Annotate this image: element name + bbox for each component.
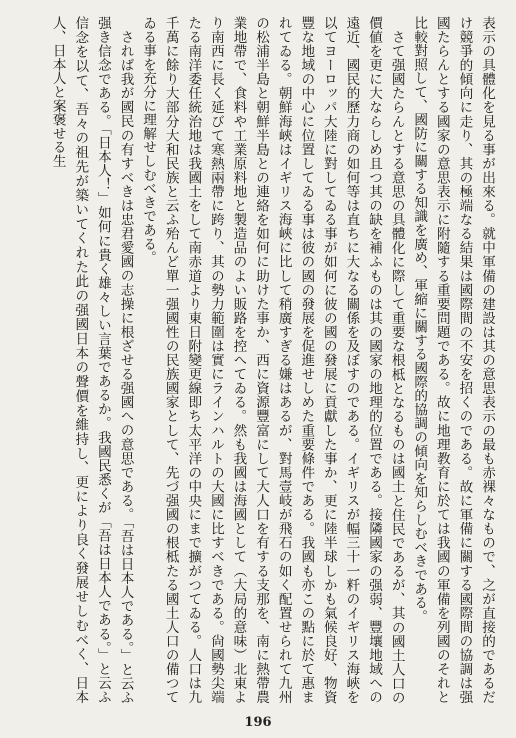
page-number: 196 (244, 715, 272, 730)
paragraph-3: されば我が國民の有すべきは忠君愛國の志操に根ざせる强國への意思である。「吾は日本人である。」と云ふ强き信念である。「日本人！」如何に貴く雄々しい言葉であるか。我國民悉くが「吾は日本人である。」と云ふ信念を以て、吾々の祖先が築いてくれた此の强國日本の聲價を維持し、更により良く發展せしむべく、日本人、日本人と案褒せる生 (49, 16, 134, 704)
vertical-text-body (18, 16, 498, 704)
paragraph-2: さて强國たらんとする意思の具體化に際して重要な根柢となるものは國土と住民であるが、其の國土人口の價値を更に大ならしめ且つ其の缺を補ふものは其の國家の地理的位置である。接隣國家の强弱、豐壤地域への遠近、國民的歷力商の如何等は直ちに大なる關係を及ぼすのである。イギリスが幅三十一粁のイギリス海峽を以てヨーロッパ大陸に對してゐる事が如何に彼の國の發展に貢獻した事か、更に陸半球しかも氣候良好、物資豐な地域の中心に位置してゐる事は彼の國の發展を促進せしめた重要條件である。我國も亦この點に於て惠まれてゐる。朝鮮海峽はイギリス海峽に比して稍廣すぎる嫌はあるが、對馬壹岐が飛石の如く配置せられて九州の松浦半島と朝鮮半島との連絡を如何に助けた事か、西に資源豐富にして大人口を有する支那を、南に熱帶農業地帶で、食料や工業原料地と製造品のよい販路を控へてゐる。然も我國は海國として（大局的意味）北東より南西に長く延びて寒熱兩帶に跨り、其の勢力範圍は實にラインハルトの大國に比すべきである。尙國勢尖端たる南洋委任統治地は我國土をして南赤道より東日附變更線即ち太平洋の中央にまで擴がつてゐる。人口は九千萬に餘り大部分大和民族と云ふ殆んど單一强國性の民族國家として、先づ强國の根柢たる國土人口の備つてゐる事を充分に理解せしむべきである。 (140, 16, 405, 704)
paragraph-1: 表示の具體化を見る事が出來る。就中軍備の建設は其の意思表示の最も赤裸々なもので、之が直接的であるだけ競爭的傾向に走り、其の極端なる結果は國際間の不安を招くのである。故に軍備に關する國際間の協調は强國たらんとする國家の意思表示に附隨する重要問題である。故に地理教育に於ては我國の軍備を列國のそれと比較對照して、國防に關する知識を廣め、軍縮に關する國際的協調の傾向を知らしむべきである。 (411, 16, 495, 704)
